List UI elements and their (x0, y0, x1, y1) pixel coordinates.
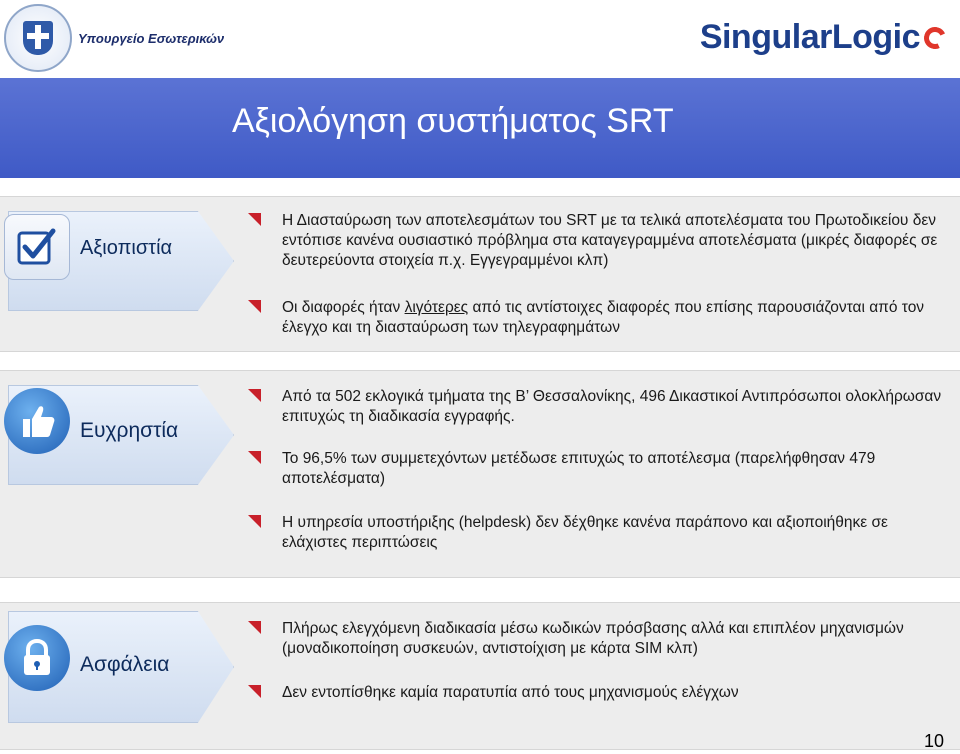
section-reliability (0, 196, 960, 352)
header-bar (0, 0, 960, 78)
company-logo (700, 18, 946, 57)
list-item (248, 387, 956, 427)
bullet-marker-icon (248, 685, 261, 698)
bullet-text: Η υπηρεσία υποστήριξης (helpdesk) δεν δέχθηκε κανένα παράπονο και αξιοποιήθηκε σε ελάχιστες περιπτώσεις (282, 514, 888, 551)
list-item (248, 211, 956, 271)
bullet-text: Το 96,5% των συμμετεχόντων μετέδωσε επιτυχώς το αποτέλεσμα (παρελήφθησαν 479 αποτελέσματα) (282, 450, 876, 487)
category-label: Ασφάλεια (80, 653, 170, 676)
bullet-text: Από τα 502 εκλογικά τμήματα της Β’ Θεσσαλονίκης, 496 Δικαστικοί Αντιπρόσωποι ολοκλήρωσαν επιτυχώς τη διαδικασία εγγραφής. (282, 388, 942, 425)
category-label: Ευχρηστία (80, 419, 179, 442)
list-item (248, 298, 956, 338)
list-item (248, 449, 956, 489)
title-banner (0, 78, 960, 178)
bullet-marker-icon (248, 213, 261, 226)
bullet-marker-icon (248, 621, 261, 634)
bullet-text: Η Διασταύρωση των αποτελεσμάτων του SRT με τα τελικά αποτελέσματα του Πρωτοδικείου δεν εντόπισε κανένα ουσιαστικό πρόβλημα στα καταγεγραμμένα αποτελέσματα (μικρές διαφορές σε δευτερεύοντα στοιχεία π.χ. Εγγεγραμμένοι κλπ) (282, 212, 938, 269)
bullet-text-after: από τις αντίστοιχες διαφορές που επίσης παρουσιάζονται από τον έλεγχο και τη διασταύρωση των τηλεγραφημάτων (282, 299, 925, 336)
section-usability (0, 370, 960, 578)
bullet-text: Δεν εντοπίσθηκε καμία παρατυπία από τους μηχανισμούς ελέγχων (282, 684, 739, 701)
section-security (0, 602, 960, 750)
category-label: Αξιοπιστία (80, 237, 173, 259)
list-item (248, 683, 956, 703)
list-item (248, 513, 956, 553)
thumbs-up-icon (4, 388, 70, 454)
bullet-text: Πλήρως ελεγχόμενη διαδικασία μέσω κωδικών πρόσβασης αλλά και επιπλέον μηχανισμών (μοναδικοποίηση συσκευών, αντιστοίχιση με κάρτα SIM κλπ) (282, 620, 904, 657)
list-item (248, 619, 956, 659)
bullet-text-underlined: λιγότερες (404, 299, 469, 316)
ministry-name: Υπουργείο Εσωτερικών (78, 30, 225, 46)
greek-coat-of-arms-icon (4, 4, 72, 72)
bullet-marker-icon (248, 515, 261, 528)
page-number: 10 (923, 731, 944, 751)
bullet-text-before: Οι διαφορές ήταν (282, 299, 405, 316)
ministry-branding (4, 4, 224, 72)
logo-swirl-icon (921, 23, 949, 51)
page-title: Αξιολόγηση συστήματος SRT (232, 102, 674, 140)
bullet-marker-icon (248, 300, 261, 313)
company-logo-text: SingularLogic (699, 18, 920, 56)
checkbox-icon (4, 214, 70, 280)
padlock-icon (4, 625, 70, 691)
bullet-marker-icon (248, 389, 261, 402)
bullet-marker-icon (248, 451, 261, 464)
